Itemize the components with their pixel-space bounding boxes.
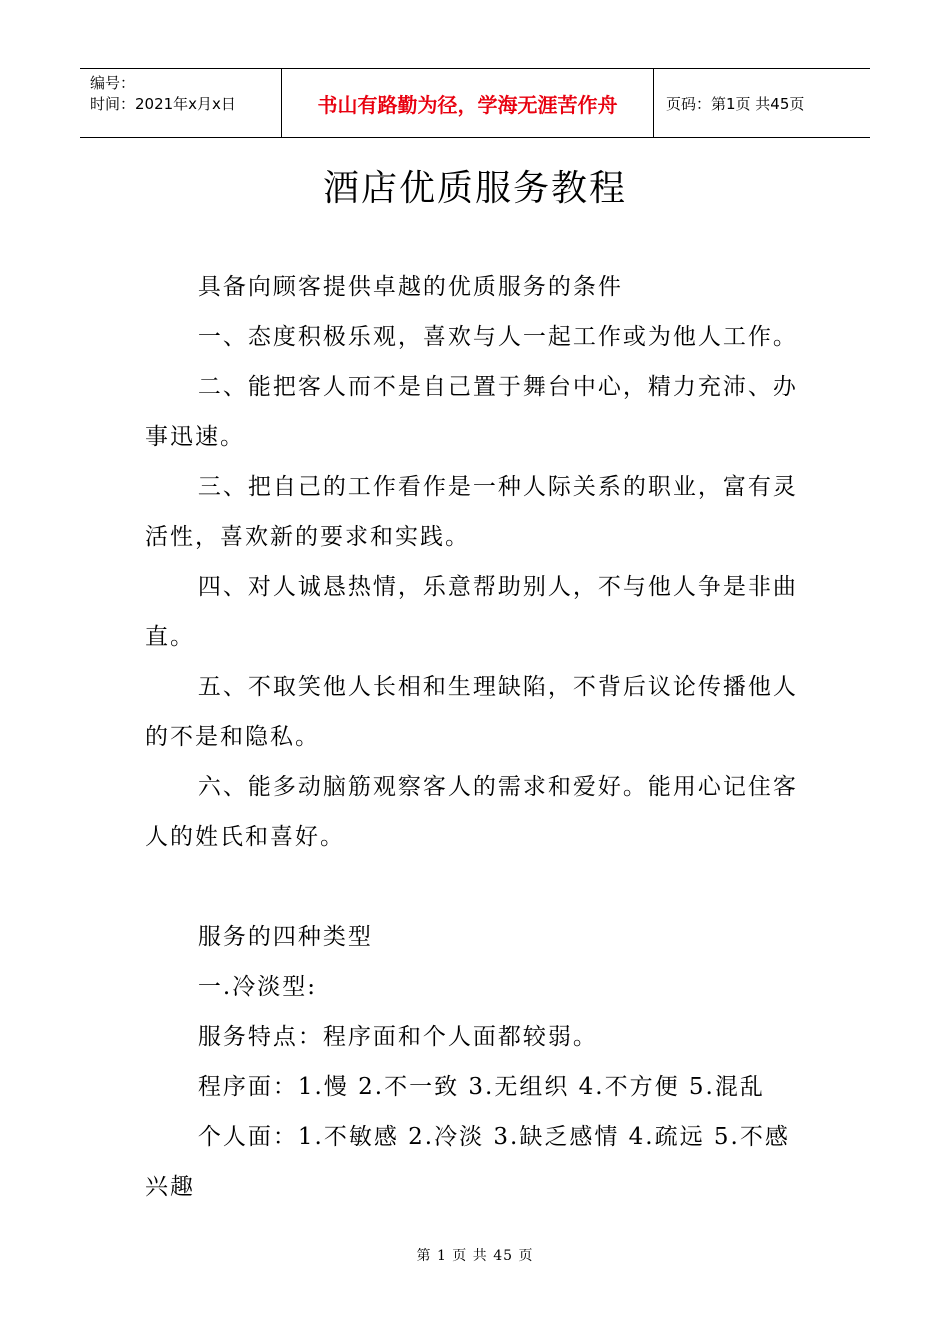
section2-heading: 服务的四种类型 <box>197 924 373 950</box>
document-time-label: 时间：2021年x月x日 <box>90 95 236 113</box>
section2-personal: 个人面：1.不敏感 2.冷淡 3.缺乏感情 4.疏远 5.不感兴趣 <box>145 1124 790 1200</box>
document-number-label: 编号： <box>90 74 136 92</box>
header-motto: 书山有路勤为径，学海无涯苦作舟 <box>282 69 654 137</box>
section1-heading: 具备向顾客提供卓越的优质服务的条件 <box>197 274 623 300</box>
section1-item-4: 四、对人诚恳热情，乐意帮助别人，不与他人争是非曲直。 <box>145 574 798 650</box>
document-title: 酒店优质服务教程 <box>322 168 627 209</box>
header-meta <box>80 69 282 137</box>
section1-item-6: 六、能多动脑筋观察客人的需求和爱好。能用心记住客人的姓氏和喜好。 <box>145 774 798 850</box>
section2-feature: 服务特点：程序面和个人面都较弱。 <box>197 1024 598 1050</box>
section1-item-3: 三、把自己的工作看作是一种人际关系的职业，富有灵活性，喜欢新的要求和实践。 <box>145 474 798 550</box>
section1-item-5: 五、不取笑他人长相和生理缺陷，不背后议论传播他人的不是和隐私。 <box>145 674 798 750</box>
page-footer: 第 1 页 共 45 页 <box>416 1248 534 1264</box>
page-header <box>80 68 870 138</box>
section1-item-2: 二、能把客人而不是自己置于舞台中心，精力充沛、办事迅速。 <box>145 374 798 450</box>
section1-item-1: 一、态度积极乐观，喜欢与人一起工作或为他人工作。 <box>197 324 798 350</box>
document-body <box>145 262 810 1212</box>
section-spacer <box>145 862 810 912</box>
section2-procedure: 程序面：1.慢 2.不一致 3.无组织 4.不方便 5.混乱 <box>197 1074 765 1100</box>
section2-type1: 一.冷淡型: <box>197 974 317 1000</box>
header-page-info: 页码：第1页 共45页 <box>666 94 805 113</box>
